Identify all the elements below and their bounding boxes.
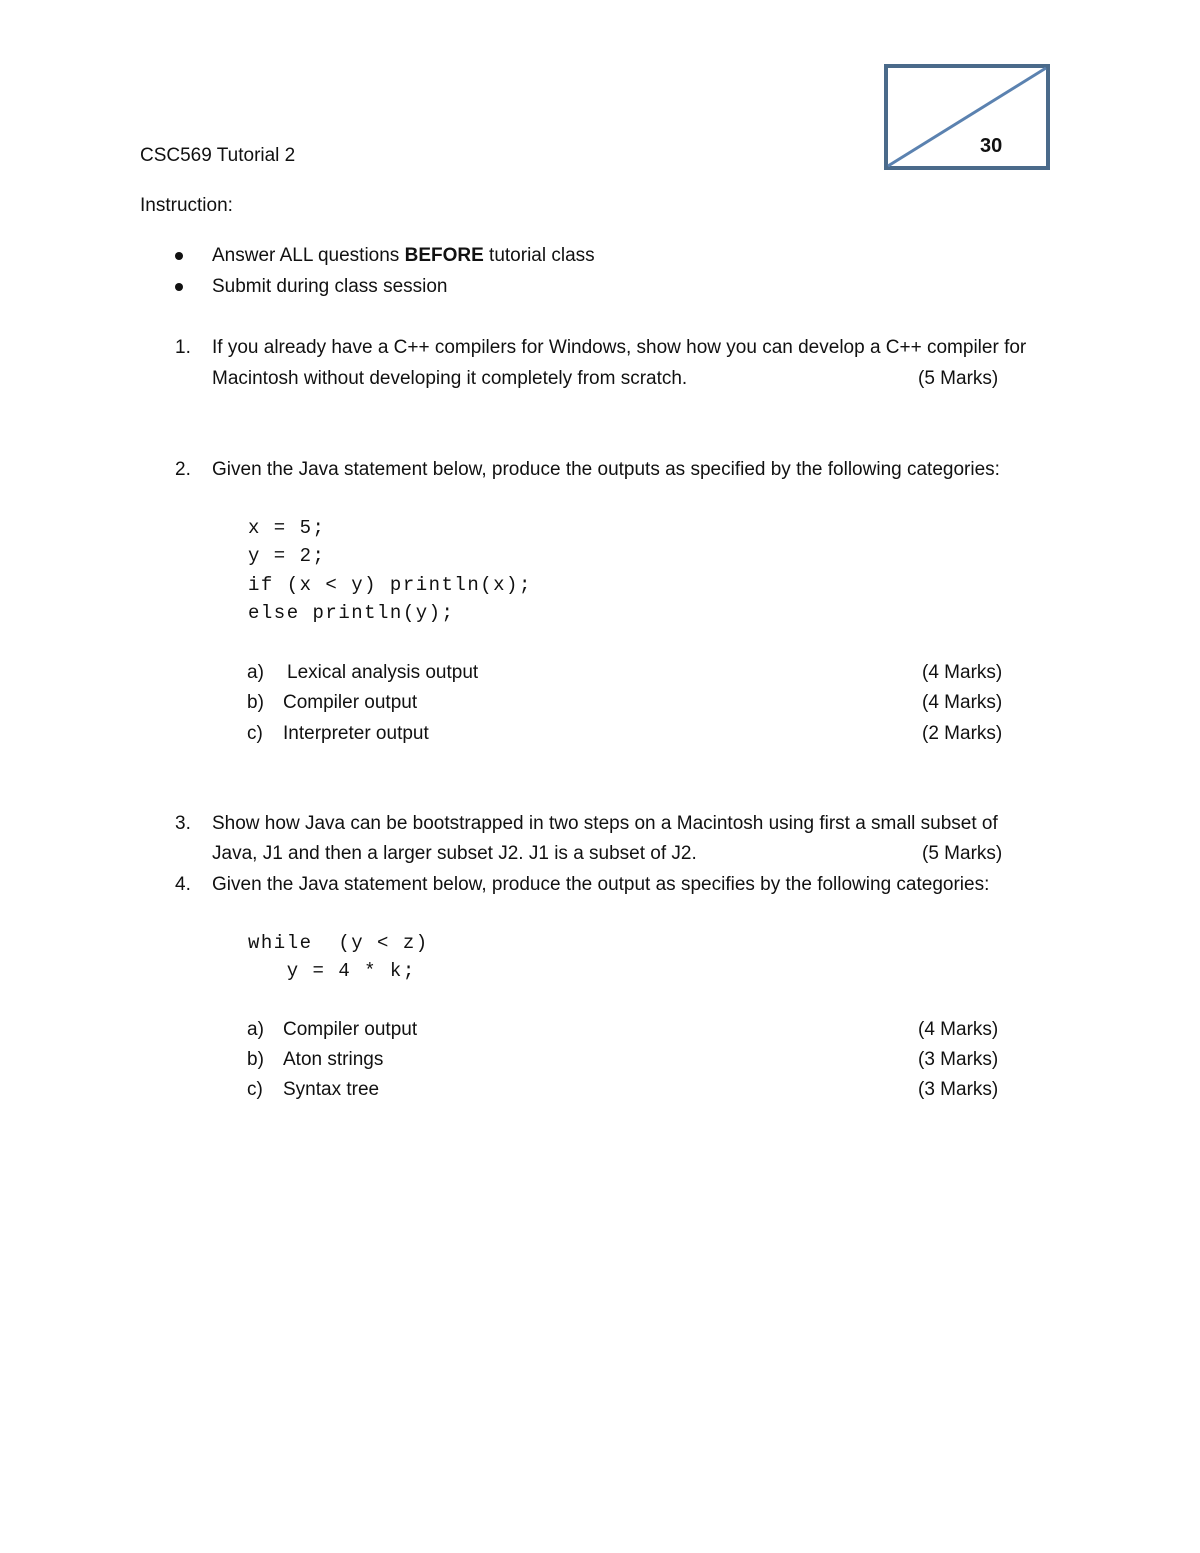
q4-part-c-marks: (3 Marks) [918, 1079, 999, 1100]
q4-part-b-text: Aton strings [283, 1049, 384, 1070]
instruction-item-1 [212, 245, 595, 267]
q2-part-b-text: Compiler output [283, 692, 418, 713]
code-line: y = 4 * k; [248, 960, 416, 982]
instruction-item-2: Submit during class session [212, 276, 448, 297]
code-line: else println(y); [248, 602, 455, 624]
max-score: 30 [980, 135, 1003, 157]
code-line: if (x < y) println(x); [248, 574, 532, 596]
q4-number: 4. [175, 874, 191, 895]
q1-number: 1. [175, 337, 191, 358]
q1-text-line2: Macintosh without developing it completely from scratch. [212, 368, 688, 389]
q4-part-b-marks: (3 Marks) [918, 1049, 999, 1070]
instruction-1-bold: BEFORE [404, 245, 484, 266]
q1-marks: (5 Marks) [918, 368, 999, 389]
q3-number: 3. [175, 813, 191, 834]
q2-number: 2. [175, 459, 191, 480]
q4-part-a-label: a) [247, 1019, 264, 1040]
score-box [884, 64, 1050, 170]
bullet-dot [175, 283, 183, 291]
bullet-dot [175, 252, 183, 260]
q2-part-c-label: c) [247, 723, 263, 744]
q2-part-a-marks: (4 Marks) [922, 662, 1003, 683]
q2-part-b-label: b) [247, 692, 264, 713]
q4-part-a-marks: (4 Marks) [918, 1019, 999, 1040]
instruction-1-post: tutorial class [483, 245, 595, 266]
q1-text-line1: If you already have a C++ compilers for Windows, show how you can develop a C++ compiler for [212, 337, 1027, 358]
q2-part-c-text: Interpreter output [283, 723, 429, 744]
q4-text: Given the Java statement below, produce the output as specifies by the following categories: [212, 874, 990, 895]
q4-part-b-label: b) [247, 1049, 264, 1070]
q2-part-a-text: Lexical analysis output [287, 662, 479, 683]
q4-part-a-text: Compiler output [283, 1019, 418, 1040]
q2-text: Given the Java statement below, produce the outputs as specified by the following categories: [212, 459, 1000, 480]
code-line: while (y < z) [248, 932, 429, 954]
instruction-1-pre: Answer ALL questions [212, 245, 405, 266]
q3-text-line2: Java, J1 and then a larger subset J2. J1 is a subset of J2. [212, 843, 697, 864]
q2-part-c-marks: (2 Marks) [922, 723, 1003, 744]
q4-part-c-label: c) [247, 1079, 263, 1100]
q3-marks: (5 Marks) [922, 843, 1003, 864]
score-box-graphic [884, 64, 1050, 170]
page-title: CSC569 Tutorial 2 [140, 145, 296, 166]
q2-part-b-marks: (4 Marks) [922, 692, 1003, 713]
q4-part-c-text: Syntax tree [283, 1079, 380, 1100]
score-box-diagonal [888, 68, 1046, 166]
code-line: x = 5; [248, 517, 326, 539]
q3-text-line1: Show how Java can be bootstrapped in two steps on a Macintosh using first a small subset of [212, 813, 998, 834]
instruction-label: Instruction: [140, 195, 233, 216]
q2-part-a-label: a) [247, 662, 264, 683]
code-line: y = 2; [248, 545, 326, 567]
